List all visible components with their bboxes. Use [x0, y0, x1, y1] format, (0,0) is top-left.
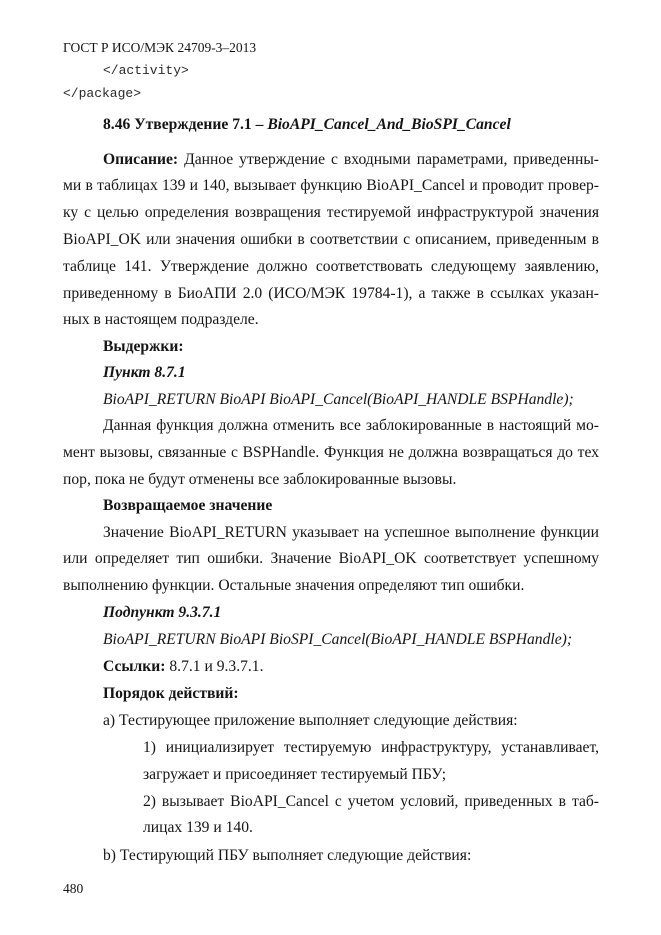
return-value-line-3: выполнению функции. Остальные значения определяют тип ошибки. — [63, 577, 525, 594]
page-number: 480 — [63, 881, 84, 896]
section-heading — [103, 115, 511, 135]
references-text: 8.7.1 и 9.3.7.1. — [169, 658, 264, 675]
references-label: Ссылки: — [103, 658, 166, 675]
section-title: BioAPI_Cancel_And_BioSPI_Cancel — [267, 116, 511, 133]
extracts-label: Выдержки: — [103, 338, 184, 355]
procedure-step-a: а) Тестирующее приложение выполняет следующие действия: — [103, 712, 518, 729]
return-value-line-2: или определяет тип ошибки. Значение BioAPI_OK соответствует успешному — [63, 550, 599, 567]
procedure-step-a2-line-1: 2) вызывает BioAPI_Cancel с учетом условий, приведенных в таб- — [143, 793, 599, 810]
description-line-6: приведенному в БиоАПИ 2.0 (ИСО/МЭК 19784-1), а также в ссылках указан- — [63, 285, 599, 302]
standard-header: ГОСТ Р ИСО/МЭК 24709-3–2013 — [63, 40, 257, 55]
section-number: 8.46 Утверждение 7.1 – — [103, 116, 264, 133]
description-line-1: Данное утверждение с входными параметрами, приведенны- — [184, 151, 599, 168]
extracts-signature: BioAPI_RETURN BioAPI BioAPI_Cancel(BioAPI_HANDLE BSPHandle); — [103, 391, 574, 408]
code-close-package: </package> — [63, 86, 142, 101]
extracts-line-2: мент вызовы, связанные с BSPHandle. Функция не должна возвращаться до тех — [63, 444, 599, 461]
description-label: Описание: — [103, 151, 179, 168]
extracts-item: Пункт 8.7.1 — [103, 364, 186, 381]
code-close-activity: </activity> — [103, 63, 189, 78]
return-value-label: Возвращаемое значение — [103, 497, 273, 514]
description-line-2: ми в таблицах 139 и 140, вызывает функцию BioAPI_Cancel и проводит провер- — [63, 177, 599, 194]
extracts-line-3: пор, пока не будут отменены все заблокированные вызовы. — [63, 471, 457, 488]
description-first-line — [103, 150, 599, 170]
description-line-7: ных в настоящем подразделе. — [63, 311, 259, 328]
procedure-label: Порядок действий: — [103, 685, 239, 702]
subitem-label: Подпункт 9.3.7.1 — [103, 604, 222, 621]
references — [103, 657, 264, 677]
procedure-step-a1-line-1: 1) инициализирует тестируемую инфраструктуру, устанавливает, — [143, 739, 599, 756]
return-value-line-1: Значение BioAPI_RETURN указывает на успешное выполнение функции — [103, 524, 599, 541]
subitem-signature: BioAPI_RETURN BioAPI BioSPI_Cancel(BioAPI_HANDLE BSPHandle); — [103, 631, 573, 648]
procedure-step-a2-line-2: лицах 139 и 140. — [143, 819, 253, 836]
procedure-step-b: b) Тестирующий ПБУ выполняет следующие действия: — [103, 847, 472, 864]
description-line-4: BioAPI_OK или значения ошибки в соответствии с описанием, приведенным в — [63, 231, 599, 248]
description-line-3: ку с целью определения возвращения тестируемой инфраструктурой значения — [63, 204, 599, 221]
description-line-5: таблице 141. Утверждение должно соответствовать следующему заявлению, — [63, 258, 599, 275]
procedure-step-a1-line-2: загружает и присоединяет тестируемый ПБУ; — [143, 766, 447, 783]
extracts-line-1: Данная функция должна отменить все заблокированные в настоящий мо- — [103, 417, 599, 434]
